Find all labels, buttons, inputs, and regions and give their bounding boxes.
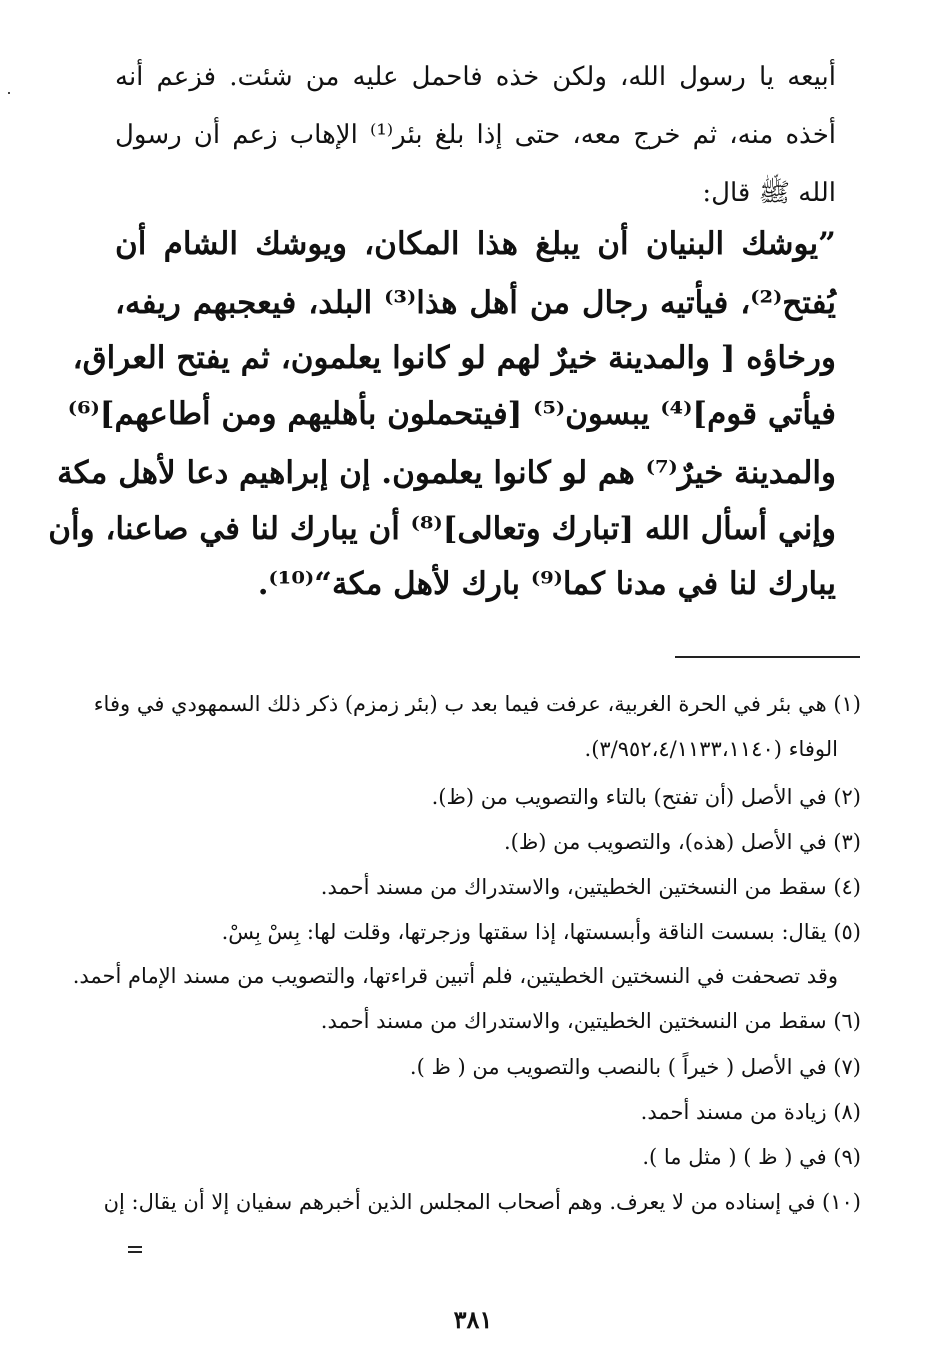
body-line: أخذه منه، ثم خرج معه، حتى إذا بلغ بئر⁽¹⁾ الإهاب زعم أن رسول — [115, 120, 837, 150]
hadith-line: يُفتح⁽²⁾، فيأتيه رجال من أهل هذا⁽³⁾ البلد، فيعجبهم ريفه، — [115, 285, 836, 321]
footnote-8: (٨) زيادة من مسند أحمد. — [640, 1100, 861, 1124]
hadith-line: ”يوشك البنيان أن يبلغ هذا المكان، ويوشك الشام أن — [115, 226, 836, 262]
hadith-line: فيأتي قوم]⁽⁴⁾ يبسون⁽⁵⁾ [فيتحملون بأهليهم ومن أطاعهم]⁽⁶⁾ — [67, 396, 836, 432]
hadith-line: والمدينة خيرٌ⁽⁷⁾ هم لو كانوا يعلمون. إن إبراهيم دعا لأهل مكة — [57, 455, 836, 491]
footnote-3: (٣) في الأصل (هذه)، والتصويب من (ظ). — [503, 830, 861, 854]
footnote-1-continued: الوفاء (٣/٩٥٢،٤/١١٣٣،١١٤٠). — [584, 737, 838, 761]
footnote-10: (١٠) في إسناده من لا يعرف. وهم أصحاب المجلس الذين أخبرهم سفيان إلا أن يقال: إن — [103, 1190, 861, 1214]
scan-speck — [8, 92, 10, 94]
footnote-1: (١) هي بئر في الحرة الغربية، عرفت فيما بعد ب (بئر زمزم) ذكر ذلك السمهودي في وفاء — [93, 692, 861, 716]
hadith-line: وإني أسأل الله [تبارك وتعالى]⁽⁸⁾ أن يبارك لنا في صاعنا، وأن — [48, 511, 836, 547]
footnote-6: (٦) سقط من النسختين الخطيتين، والاستدراك من مسند أحمد. — [320, 1009, 861, 1033]
footnote-7: (٧) في الأصل ( خيراً ) بالنصب والتصويب من ( ظ ). — [409, 1055, 861, 1079]
footnote-5: (٥) يقال: بسست الناقة وأبسستها، إذا سقتها وزجرتها، وقلت لها: بِسْ بِسْ. — [221, 920, 861, 944]
footnote-5-continued: وقد تصحفت في النسختين الخطيتين، فلم أتبين قراءتها، والتصويب من مسند الإمام أحمد. — [72, 964, 838, 988]
page-number: ٣٨١ — [453, 1305, 493, 1334]
footnote-separator — [675, 656, 860, 658]
footnote-9: (٩) في ( ظ ) ( مثل ما ). — [642, 1145, 861, 1169]
continuation-mark — [128, 1246, 142, 1254]
hadith-line: يبارك لنا في مدنا كما⁽⁹⁾ بارك لأهل مكة“⁽¹⁰⁾. — [257, 566, 836, 602]
footnote-2: (٢) في الأصل (أن تفتح) بالتاء والتصويب من (ظ). — [431, 785, 861, 809]
body-line: أبيعه يا رسول الله، ولكن خذه فاحمل عليه من شئت. فزعم أنه — [115, 62, 836, 92]
footnote-4: (٤) سقط من النسختين الخطيتين، والاستدراك من مسند أحمد. — [320, 875, 861, 899]
hadith-line: ورخاؤه [ والمدينة خيرٌ لهم لو كانوا يعلمون، ثم يفتح العراق، — [72, 340, 836, 376]
body-line: الله ﷺ قال: — [702, 178, 836, 208]
